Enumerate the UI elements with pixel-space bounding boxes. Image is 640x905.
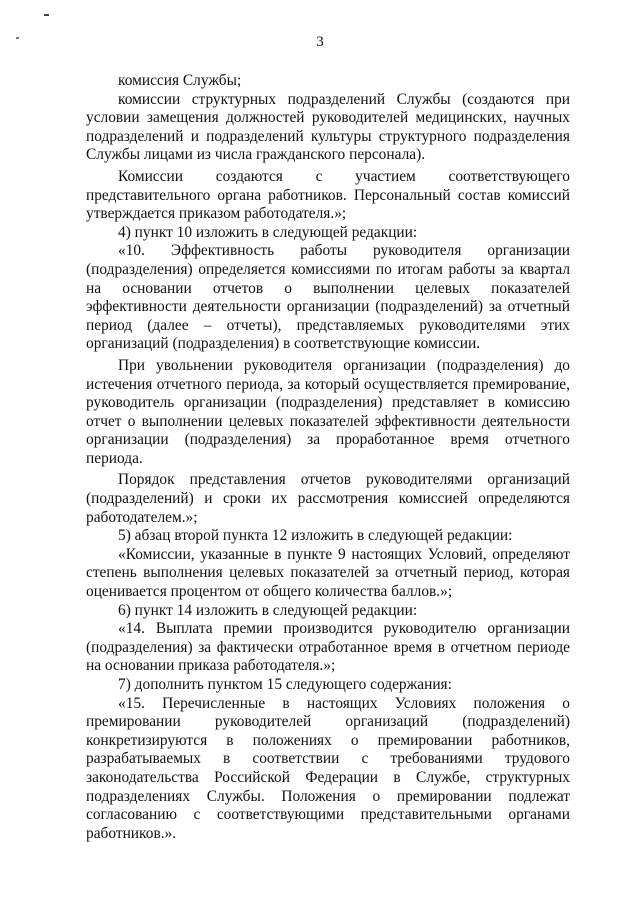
page-number: 3 <box>316 34 324 50</box>
paragraph-dismissal: При увольнении руководителя организации (подразделения) до истечения отчетного периода, за который осуществляется премирование, руководитель организации (подразделения) представляет в комиссию отчет о выполнении целевых показателей эффективности деятельности организации (подразделения) за проработанное время отчетного периода. <box>86 356 570 467</box>
paragraph-item-4: 4) пункт 10 изложить в следующей редакции: <box>118 223 418 241</box>
paragraph-item-7: 7) дополнить пунктом 15 следующего содержания: <box>118 676 452 693</box>
paragraph-reporting-procedure: Порядок представления отчетов руководителями организаций (подразделений) и сроки их рассмотрения комиссией определяются работодателем.»; <box>86 471 570 526</box>
paragraph-clause-15: «15. Перечисленные в настоящих Условиях положения о премировании руководителей организаций (подразделений) конкретизируются в положениях о премировании работников, разрабатываемых в соответствии с требованиями трудового законодательства Российской Федерации в Службе, структурных подразделениях Службы. Положения о премировании подлежат согласованию с соответствующими представительными органами работников.». <box>86 694 570 842</box>
document-body <box>86 72 570 843</box>
paragraph-item-6: 6) пункт 14 изложить в следующей редакции: <box>118 601 418 619</box>
paragraph-clause-10: «10. Эффективность работы руководителя организации (подразделения) определяется комиссиями по итогам работы за квартал на основании отчетов о выполнении целевых показателей эффективности деятельности организации (подразделений) за отчетный период (далее – отчеты), представляемых руководителями этих организаций (подразделения) в соответствующие комиссии. <box>86 242 570 353</box>
paragraph-commission-service: комиссия Службы; <box>118 72 242 89</box>
paragraph-commissions-created: Комиссии создаются с участием соответствующего представительного органа работников. Персональный состав комиссий утверждается приказом работодателя.»; <box>86 167 570 223</box>
scan-mark <box>44 14 49 16</box>
paragraph-item-5: 5) абзац второй пункта 12 изложить в следующей редакции: <box>118 527 513 545</box>
paragraph-structural-commissions: комиссии структурных подразделений Службы (создаются при условии замещения должностей руководителей медицинских, научных подразделений и подразделений культуры структурного подразделения Службы лицами из числа гражданского персонала). <box>86 90 570 164</box>
paragraph-commissions-determine: «Комиссии, указанные в пункте 9 настоящих Условий, определяют степень выполнения целевых показателей за отчетный период, которая оценивается процентом от общего количества баллов.»; <box>86 545 570 601</box>
paragraph-clause-14: «14. Выплата премии производится руководителю организации (подразделения) за фактически отработанное время в отчетном периоде на основании приказа работодателя.»; <box>86 620 570 675</box>
